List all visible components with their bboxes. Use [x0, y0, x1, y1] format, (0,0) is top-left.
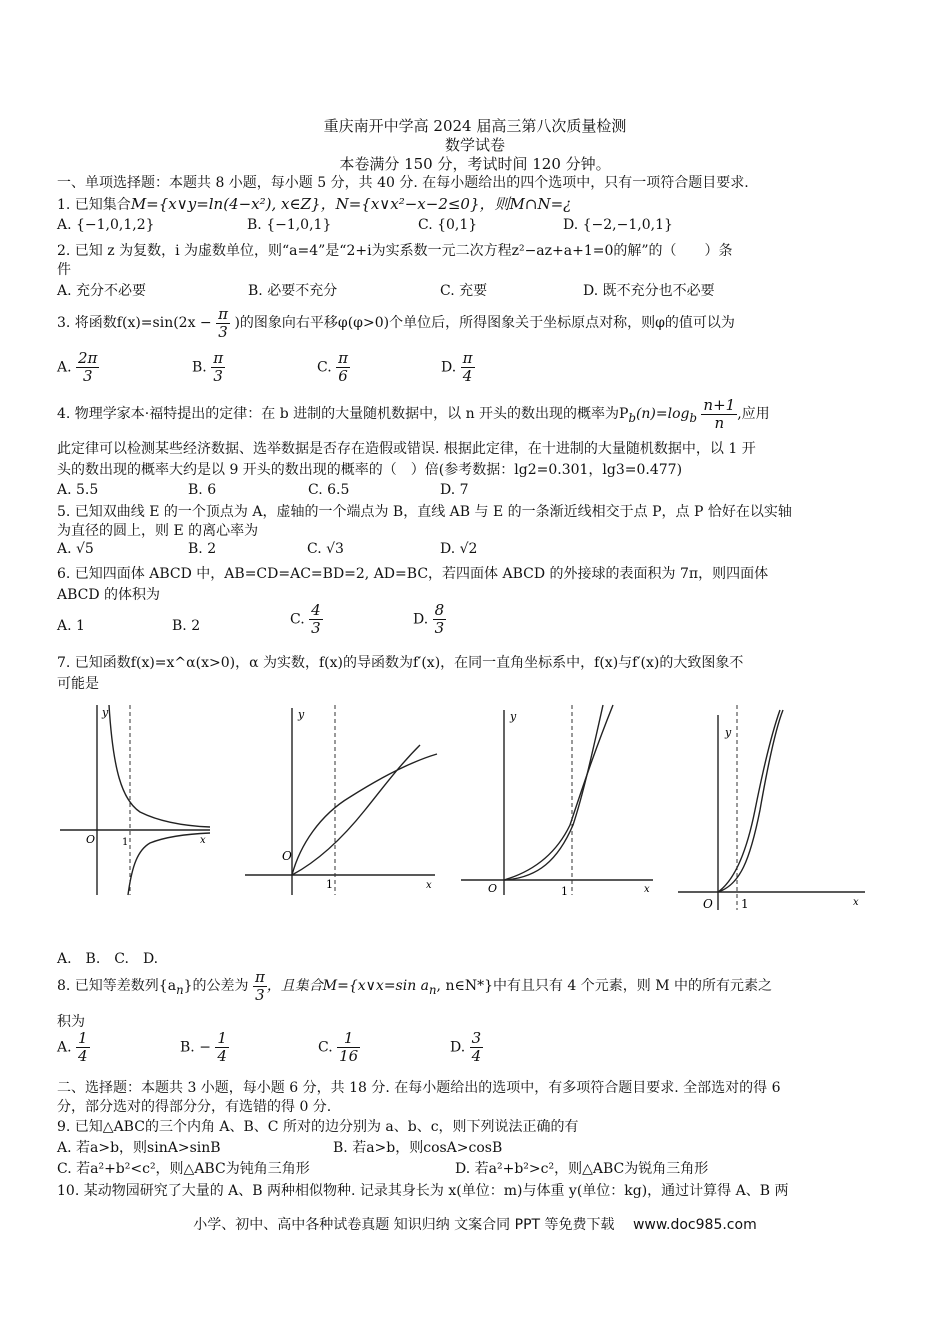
- q1-stem-b: M={x∨y=ln(4−x²), x∈Z}，N={x∨x²−x−2≤0}，则M∩N=¿: [130, 195, 572, 213]
- q3-stem: [57, 305, 735, 341]
- one-label: 1: [122, 837, 129, 848]
- origin-label: O: [488, 882, 498, 895]
- q4-option-a: A. 5.5: [57, 482, 99, 498]
- curve-f: [504, 705, 603, 880]
- q6-option-c: C. $\frac{4}{3}$: [290, 601, 321, 637]
- q1-stem-a: 1. 已知集合: [57, 197, 131, 213]
- q1-option-d: D. {−2,−1,0,1}: [563, 217, 673, 233]
- q3-option-b: B. $\frac{\pi}{3}$: [192, 349, 224, 385]
- q8-line2: 积为: [57, 1014, 85, 1030]
- q4-line3: 头的数出现的概率大约是以 9 开头的数出现的概率的（ ）倍(参考数据：lg2=0.301，lg3=0.477): [57, 462, 683, 478]
- q3-option-a: A. $\frac{2\pi}{3}$: [57, 349, 98, 385]
- q7-graph-b: [240, 700, 445, 900]
- q7-line1: 7. 已知函数f(x)=x^α(x>0)，α 为实数，f(x)的导函数为f′(x)，在同一直角坐标系中，f(x)与f′(x)的大致图象不: [57, 655, 744, 671]
- page-footer: 小学、初中、高中各种试卷真题 知识归纳 文案合同 PPT 等免费下载 www.doc985.com: [193, 1217, 757, 1233]
- curve-fprime: [292, 745, 420, 875]
- q4-line1: 4. 物理学家本·福特提出的定律：在 b 进制的大量随机数据中，以 n 开头的数出现的概率为$P_b(n)=\log_b$ $\frac{n+1}{n}$ ,应用: [57, 395, 770, 432]
- q6-option-b: B. 2: [172, 618, 201, 634]
- q7-choices: A. B. C. D.: [57, 951, 159, 967]
- origin-label: O: [86, 833, 96, 846]
- q5-line1: 5. 已知双曲线 E 的一个顶点为 A，虚轴的一个端点为 B，直线 AB 与 E 的一条渐近线相交于点 P，点 P 恰好在以实轴: [57, 504, 792, 520]
- q5-option-d: D. √2: [440, 541, 478, 557]
- section-2-line2: 分，部分选对的得部分分，有选错的得 0 分.: [57, 1099, 332, 1115]
- one-label: 1: [561, 885, 568, 898]
- q5-option-a: A. √5: [57, 541, 94, 557]
- q7-graph-c: [458, 700, 658, 900]
- curve-f: [109, 705, 210, 827]
- q2-option-b: B. 必要不充分: [248, 283, 338, 299]
- q4-line2: 此定律可以检测某些经济数据、选举数据是否存在造假或错误. 根据此定律，在十进制的大量随机数据中，以 1 开: [57, 441, 756, 457]
- y-label: y: [725, 726, 732, 739]
- q3-fraction: $\frac{\pi}{3}$: [218, 304, 228, 341]
- curve-f: [292, 754, 437, 875]
- section-2-line1: 二、选择题：本题共 3 小题，每小题 6 分，共 18 分. 在每小题给出的选项中，有多项符合题目要求. 全部选对的得 6: [57, 1080, 781, 1096]
- q9-option-d: D. 若a²+b²>c²，则△ABC为锐角三角形: [455, 1161, 709, 1177]
- q6-line2: ABCD 的体积为: [57, 587, 161, 603]
- exam-info: 本卷满分 150 分，考试时间 120 分钟。: [339, 155, 611, 173]
- x-label: x: [644, 884, 650, 895]
- q8-option-c: C. $\frac{1}{16}$: [318, 1029, 359, 1065]
- q3-post: )的图象向右平移φ(φ>0)个单位后，所得图象关于坐标原点对称，则φ的值可以为: [234, 315, 735, 331]
- q5-option-c: C. √3: [307, 541, 344, 557]
- q7-graph-a: [60, 700, 215, 900]
- q7-line2: 可能是: [57, 676, 99, 692]
- q10-line1: 10. 某动物园研究了大量的 A、B 两种相似物种. 记录其身长为 x(单位：m)与体重 y(单位：kg)，通过计算得 A、B 两: [57, 1183, 789, 1199]
- q9-stem: 9. 已知△ABC的三个内角 A、B、C 所对的边分别为 a、b、c，则下列说法正确的有: [57, 1119, 579, 1135]
- q9-option-b: B. 若a>b，则cosA>cosB: [333, 1140, 503, 1156]
- y-label: y: [298, 708, 305, 721]
- q9-option-a: A. 若a>b，则sinA>sinB: [57, 1140, 221, 1156]
- section-1-heading: 一、单项选择题：本题共 8 小题，每小题 5 分，共 40 分. 在每小题给出的四个选项中，只有一项符合题目要求.: [57, 175, 749, 191]
- origin-label: O: [282, 849, 292, 863]
- q3-pre: 3. 将函数f(x)=sin(2x −: [57, 315, 212, 331]
- one-label: 1: [326, 878, 333, 891]
- y-label: y: [102, 706, 109, 719]
- x-label: x: [853, 897, 859, 908]
- q6-line1: 6. 已知四面体 ABCD 中，AB=CD=AC=BD=2, AD=BC，若四面体 ABCD 的外接球的表面积为 7π，则四面体: [57, 566, 769, 582]
- q2-option-c: C. 充要: [440, 283, 488, 299]
- q1-option-c: C. {0,1}: [418, 217, 478, 233]
- q7-graph-d: [675, 700, 870, 915]
- exam-title: 重庆南开中学高 2024 届高三第八次质量检测: [323, 117, 627, 135]
- q2-line1: 2. 已知 z 为复数，i 为虚数单位，则“a=4”是“2+i为实系数一元二次方程z²−az+a+1=0的解”的（ ）条: [57, 243, 733, 259]
- q8-option-a: A. $\frac{1}{4}$: [57, 1029, 88, 1065]
- x-label: x: [200, 835, 206, 846]
- q2-option-a: A. 充分不必要: [57, 283, 147, 299]
- q9-option-c: C. 若a²+b²<c²，则△ABC为钝角三角形: [57, 1161, 310, 1177]
- q1-stem: [57, 193, 571, 214]
- x-label: x: [426, 880, 432, 891]
- q2-line2: 件: [57, 262, 71, 278]
- origin-label: O: [703, 897, 713, 911]
- q6-option-d: D. $\frac{8}{3}$: [413, 601, 445, 637]
- exam-subtitle: 数学试卷: [444, 136, 505, 154]
- one-label: 1: [741, 897, 749, 911]
- q8-option-d: D. $\frac{3}{4}$: [450, 1029, 482, 1065]
- q3-option-d: D. $\frac{\pi}{4}$: [441, 349, 473, 385]
- curve-fprime: [128, 833, 210, 895]
- q5-option-b: B. 2: [188, 541, 217, 557]
- q2-option-d: D. 既不充分也不必要: [583, 283, 715, 299]
- q8-line1: 8. 已知等差数列$\{a_n\}$的公差为 $\frac{\pi}{3}$ ，且集合M={x∨x=sin $a_n$, n∈N*}中有且只有 4 个元素，则 M 中的所有元素之: [57, 967, 773, 1004]
- q1-option-a: A. {−1,0,1,2}: [57, 217, 155, 233]
- q4-option-b: B. 6: [188, 482, 217, 498]
- q4-option-d: D. 7: [440, 482, 469, 498]
- q5-line2: 为直径的圆上，则 E 的离心率为: [57, 523, 259, 539]
- q8-fraction: $\frac{\pi}{3}$: [254, 967, 265, 1004]
- q4-option-c: C. 6.5: [308, 482, 350, 498]
- y-label: y: [510, 710, 517, 723]
- q4-fraction: $\frac{n+1}{n}$: [703, 395, 736, 432]
- q8-option-b: B. − $\frac{1}{4}$: [180, 1029, 227, 1065]
- q6-option-a: A. 1: [57, 618, 85, 634]
- q3-option-c: C. $\frac{\pi}{6}$: [317, 349, 348, 385]
- q1-option-b: B. {−1,0,1}: [247, 217, 332, 233]
